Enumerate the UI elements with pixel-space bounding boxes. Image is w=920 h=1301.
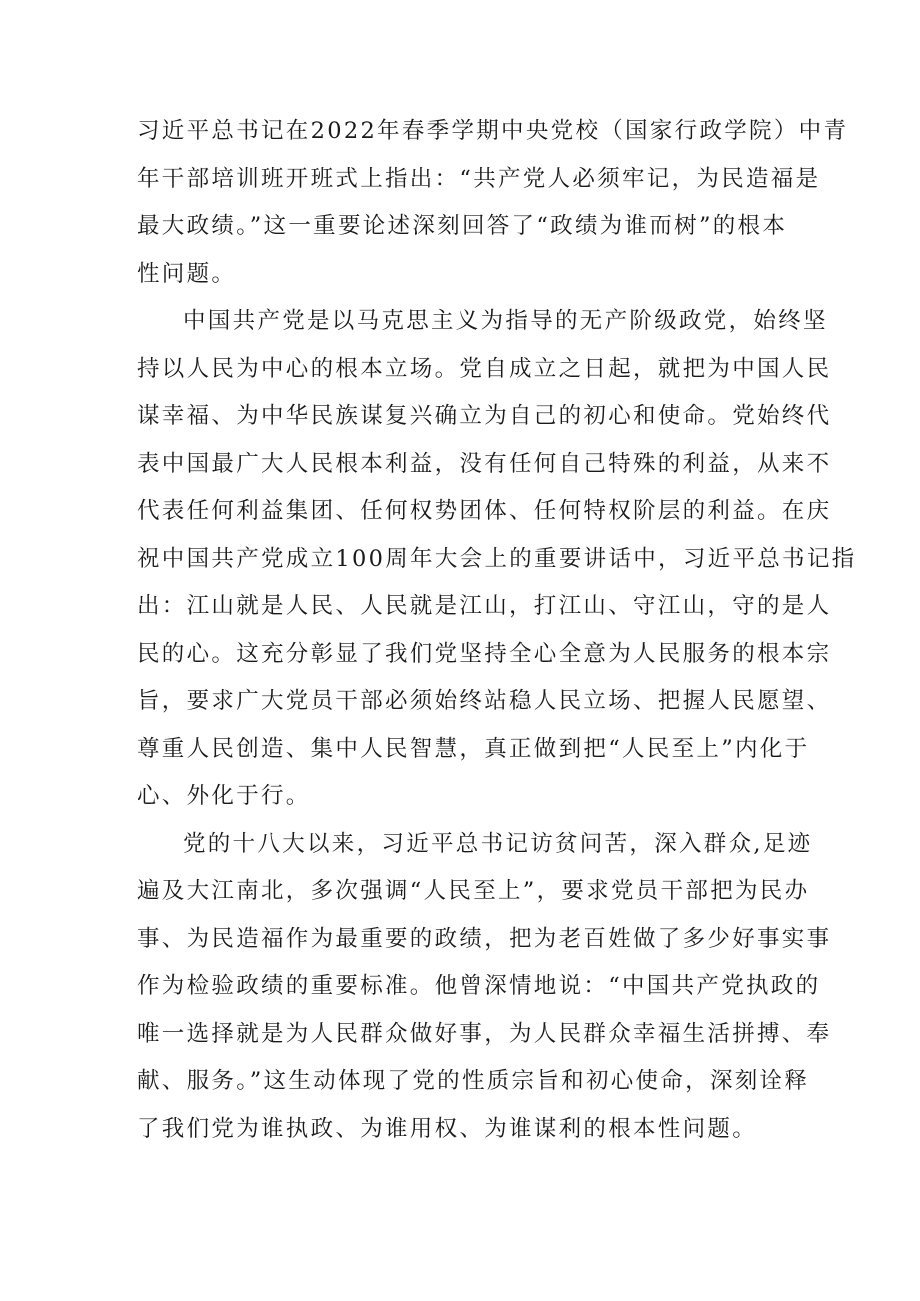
paragraph-line: 性问题。 xyxy=(137,260,237,287)
paragraph-line: 民的心。这充分彰显了我们党坚持全心全意为人民服务的根本宗 xyxy=(137,640,832,667)
paragraph-line: 中国共产党是以马克思主义为指导的无产阶级政党，始终坚 xyxy=(183,308,828,334)
paragraph-3 xyxy=(137,821,832,1154)
paragraph-1 xyxy=(137,108,849,298)
paragraph-line: 代表任何利益集团、任何权势团体、任何特权阶层的利益。在庆 xyxy=(137,498,832,524)
paragraph-line: 献、服务。”这生动体现了党的性质宗旨和初心使命，深刻诠释 xyxy=(137,1068,810,1094)
document-body xyxy=(137,108,857,1153)
paragraph-line: 出：江山就是人民、人民就是江山，打江山、守江山，守的是人 xyxy=(137,593,832,619)
paragraph-line: 祝中国共产党成立100周年大会上的重要讲话中，习近平总书记指 xyxy=(137,545,857,572)
paragraph-line: 遍及大江南北，多次强调“人民至上”，要求党员干部把为民办 xyxy=(137,878,810,904)
paragraph-line: 持以人民为中心的根本立场。党自成立之日起，就把为中国人民 xyxy=(137,355,832,382)
paragraph-line: 事、为民造福作为最重要的政绩，把为老百姓做了多少好事实事 xyxy=(137,925,832,952)
paragraph-line: 年干部培训班开班式上指出：“共产党人必须牢记，为民造福是 xyxy=(137,165,821,192)
paragraph-line: 表中国最广大人民根本利益，没有任何自己特殊的利益，从来不 xyxy=(137,450,832,477)
paragraph-line: 最大政绩。”这一重要论述深刻回答了“政绩为谁而树”的根本 xyxy=(137,213,788,239)
paragraph-line: 谋幸福、为中华民族谋复兴确立为自己的初心和使命。党始终代 xyxy=(137,403,832,429)
paragraph-line: 党的十八大以来，习近平总书记访贫问苦，深入群众,足迹 xyxy=(183,830,813,857)
paragraph-line: 尊重人民创造、集中人民智慧，真正做到把“人民至上”内化于 xyxy=(137,735,810,762)
paragraph-line: 习近平总书记在2022年春季学期中央党校（国家行政学院）中青 xyxy=(137,118,849,144)
paragraph-2 xyxy=(137,298,857,821)
paragraph-line: 唯一选择就是为人民群众做好事，为人民群众幸福生活拼搏、奉 xyxy=(137,1020,832,1047)
paragraph-line: 旨，要求广大党员干部必须始终站稳人民立场、把握人民愿望、 xyxy=(137,688,832,714)
paragraph-line: 了我们党为谁执政、为谁用权、为谁谋利的根本性问题。 xyxy=(137,1115,758,1142)
paragraph-line: 作为检验政绩的重要标准。他曾深情地说：“中国共产党执政的 xyxy=(137,973,821,999)
paragraph-line: 心、外化于行。 xyxy=(137,783,311,809)
